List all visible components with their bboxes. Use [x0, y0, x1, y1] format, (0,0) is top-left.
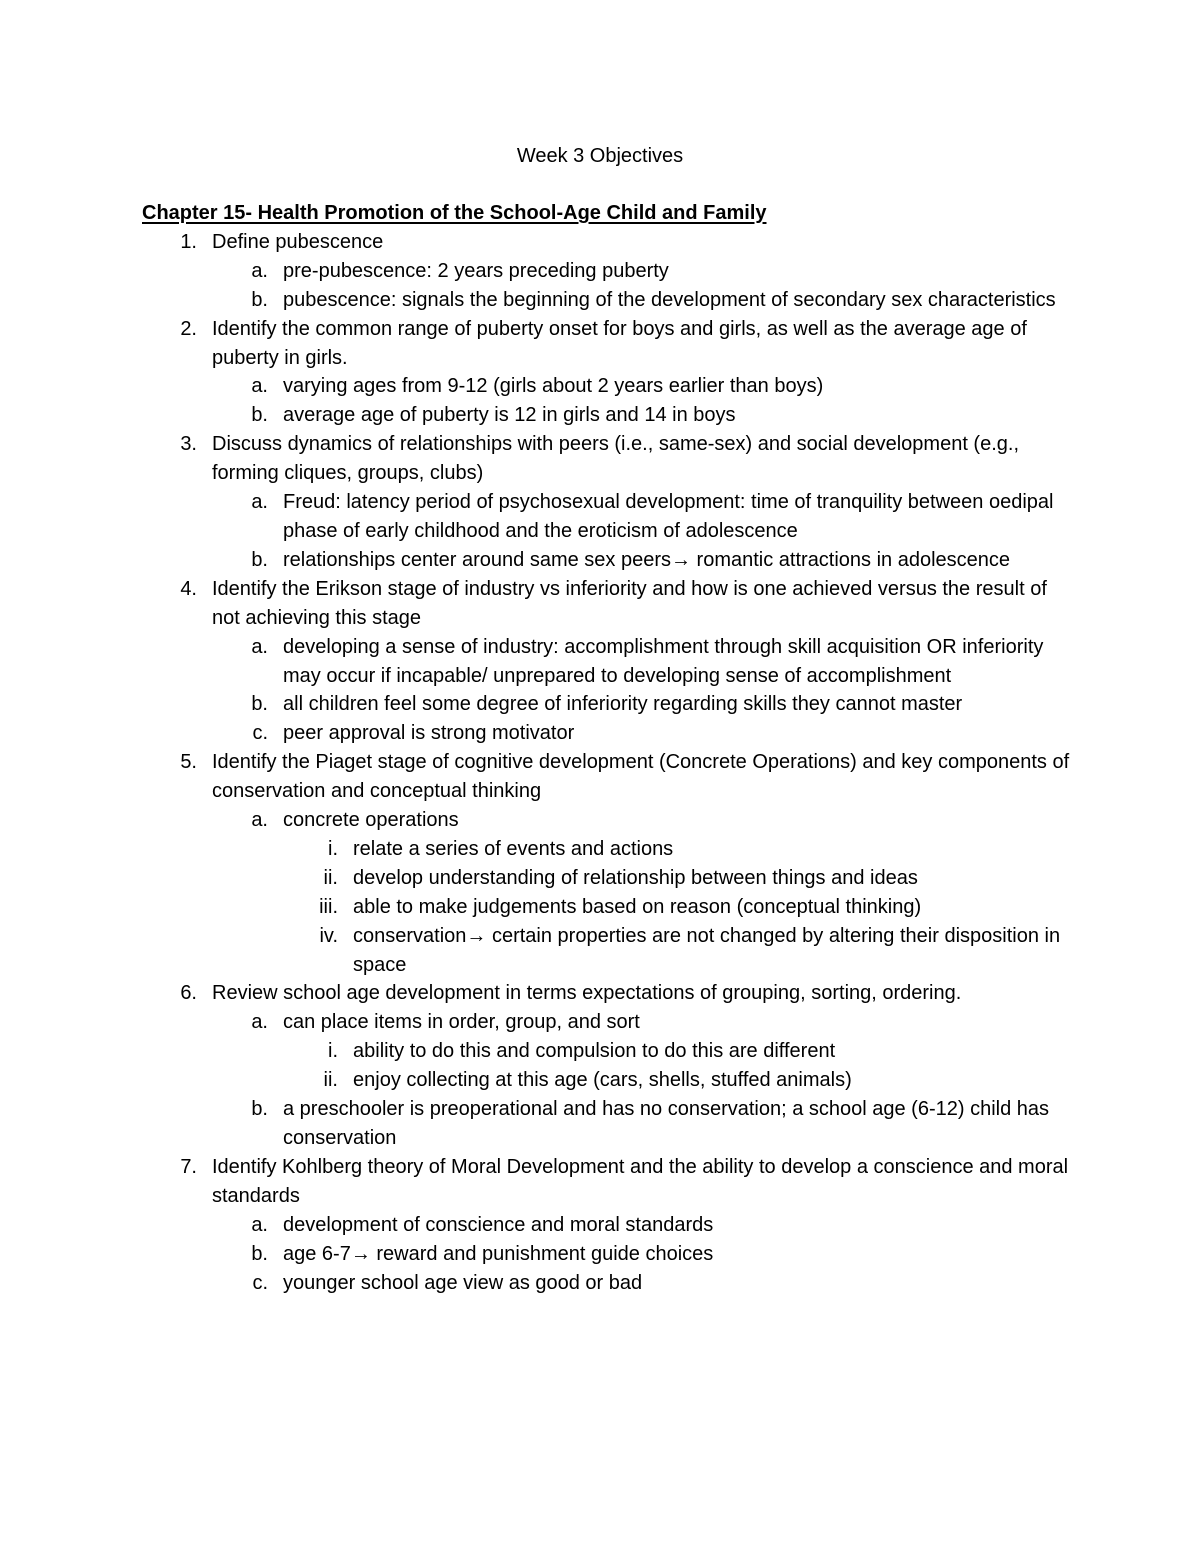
list-letter: b. [251, 548, 268, 571]
sub-sub-item [142, 1066, 1072, 1095]
objective-text: Review school age development in terms expectations of grouping, sorting, ordering. [212, 982, 962, 1005]
sub-item-text: developing a sense of industry: accomplishment through skill acquisition OR inferiority may occur if incapable/ unprepared to developing sense of accomplishment [283, 635, 1044, 687]
objective-4 [142, 575, 1072, 633]
chapter-heading: Chapter 15- Health Promotion of the School-Age Child and Family [142, 202, 767, 224]
sub-sub-item-text: enjoy collecting at this age (cars, shells, stuffed animals) [353, 1069, 852, 1092]
list-letter: a. [251, 1213, 268, 1236]
objective-5 [142, 748, 1072, 806]
sub-item [142, 1211, 1072, 1240]
sub-item-text: a preschooler is preoperational and has no conservation; a school age (6-12) child has conservation [283, 1098, 1050, 1149]
document-body [142, 199, 1072, 1297]
sub-item [142, 1269, 1072, 1298]
list-roman: iii. [319, 895, 338, 918]
sub-item [142, 719, 1072, 748]
objective-text: Identify the Erikson stage of industry vs inferiority and how is one achieved versus the result of not achieving this stage [212, 577, 1047, 629]
list-letter: b. [251, 1098, 268, 1121]
list-letter: b. [251, 288, 268, 311]
list-number: 1. [180, 230, 197, 253]
sub-item [142, 690, 1072, 719]
sub-sub-item [142, 864, 1072, 893]
sub-item [142, 257, 1072, 286]
sub-item-text: varying ages from 9-12 (girls about 2 years earlier than boys) [283, 375, 824, 398]
sub-sub-item-text: conservation→ certain properties are not changed by altering their disposition in space [353, 924, 1061, 976]
sub-item [142, 1008, 1072, 1037]
list-number: 6. [180, 982, 197, 1005]
list-letter: a. [251, 1011, 268, 1034]
objective-text: Identify the common range of puberty onset for boys and girls, as well as the average age of puberty in girls. [212, 317, 1027, 369]
list-roman: i. [328, 1040, 338, 1063]
sub-sub-item-text: ability to do this and compulsion to do this are different [353, 1040, 836, 1063]
objective-3 [142, 430, 1072, 488]
sub-item-text: younger school age view as good or bad [283, 1271, 643, 1294]
list-letter: c. [252, 1271, 268, 1294]
page-title: Week 3 Objectives [516, 145, 684, 167]
sub-item [142, 1240, 1072, 1269]
objective-2 [142, 315, 1072, 373]
sub-sub-item [142, 922, 1072, 980]
list-roman: iv. [319, 924, 338, 947]
sub-item-text: can place items in order, group, and sort [283, 1011, 640, 1034]
sub-item-text: peer approval is strong motivator [283, 722, 575, 745]
sub-item-text: development of conscience and moral standards [283, 1213, 714, 1236]
sub-sub-item [142, 1037, 1072, 1066]
sub-item [142, 372, 1072, 401]
list-letter: a. [251, 635, 268, 658]
sub-sub-item [142, 835, 1072, 864]
sub-item-text: concrete operations [283, 809, 459, 832]
objective-text: Discuss dynamics of relationships with peers (i.e., same-sex) and social development (e.g., forming cliques, groups, clubs) [212, 433, 1020, 485]
objective-1 [142, 228, 1072, 257]
list-letter: a. [251, 809, 268, 832]
sub-item-text: Freud: latency period of psychosexual development: time of tranquility between oedipal phase of early childhood and the eroticism of adolescence [283, 491, 1054, 542]
sub-sub-item-text: develop understanding of relationship between things and ideas [353, 866, 918, 889]
list-letter: b. [251, 1242, 268, 1265]
list-letter: b. [251, 404, 268, 427]
sub-item-text: average age of puberty is 12 in girls and 14 in boys [283, 404, 736, 427]
list-letter: b. [251, 693, 268, 716]
list-number: 7. [180, 1155, 197, 1178]
list-number: 4. [180, 577, 197, 600]
objective-7 [142, 1153, 1072, 1211]
list-number: 5. [180, 751, 197, 774]
list-number: 2. [180, 317, 197, 340]
sub-item [142, 546, 1072, 575]
objective-text: Define pubescence [212, 230, 384, 253]
list-roman: i. [328, 837, 338, 860]
sub-sub-item-text: able to make judgements based on reason (conceptual thinking) [353, 895, 922, 918]
sub-item [142, 488, 1072, 546]
sub-item [142, 286, 1072, 315]
sub-item [142, 633, 1072, 691]
sub-sub-item-text: relate a series of events and actions [353, 837, 674, 860]
sub-item-text: pubescence: signals the beginning of the development of secondary sex characteristics [283, 288, 1056, 311]
objective-text: Identify the Piaget stage of cognitive development (Concrete Operations) and key components of conservation and conceptual thinking [212, 751, 1070, 803]
sub-item [142, 401, 1072, 430]
sub-item [142, 806, 1072, 835]
sub-item-text: all children feel some degree of inferiority regarding skills they cannot master [283, 693, 963, 716]
sub-item [142, 1095, 1072, 1153]
list-letter: a. [251, 491, 268, 514]
objective-6 [142, 979, 1072, 1008]
sub-item-text: pre-pubescence: 2 years preceding puberty [283, 259, 669, 282]
list-roman: ii. [323, 866, 338, 889]
sub-item-text: relationships center around same sex peers→ romantic attractions in adolescence [283, 548, 1011, 571]
list-roman: ii. [323, 1069, 338, 1092]
list-letter: a. [251, 259, 268, 282]
list-number: 3. [180, 433, 197, 456]
list-letter: c. [252, 722, 268, 745]
list-letter: a. [251, 375, 268, 398]
sub-item-text: age 6-7→ reward and punishment guide choices [283, 1242, 714, 1265]
objective-text: Identify Kohlberg theory of Moral Development and the ability to develop a conscience and moral standards [212, 1155, 1069, 1207]
sub-sub-item [142, 893, 1072, 922]
